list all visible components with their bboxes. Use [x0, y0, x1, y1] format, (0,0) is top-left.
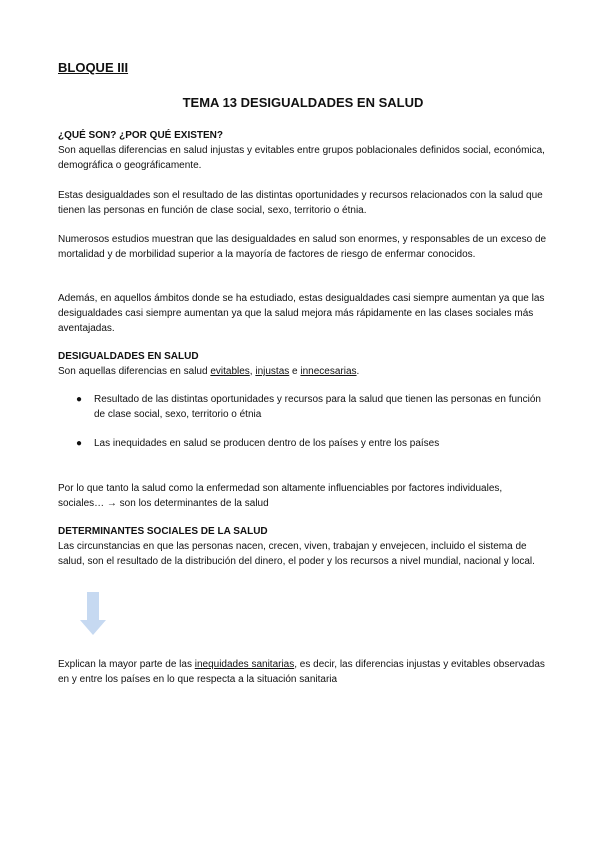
- list-item: [58, 436, 548, 451]
- bullet-list-block-1: [58, 392, 548, 422]
- section-heading-desigualdades: DESIGUALDADES EN SALUD: [58, 351, 199, 362]
- bullet-list: [58, 392, 548, 422]
- bullet-list-block-2: [58, 436, 548, 451]
- intro-text: Son aquellas diferencias en salud: [58, 366, 211, 377]
- bloque-heading: BLOQUE III: [58, 60, 129, 75]
- paragraph-ademas-block: [58, 291, 548, 336]
- list-item-text: Resultado de las distintas oportunidades y recursos para la salud que tienen las personas en función de clase social, sexo, territorio o étnia: [94, 394, 541, 420]
- section-heading-que-son: ¿QUÉ SON? ¿POR QUÉ EXISTEN?: [58, 130, 224, 141]
- explican-rest: , es decir, las diferencias injustas y evitables observadas en y entre los países en lo que respecta a la situación sanitaria: [58, 659, 545, 685]
- period: .: [356, 366, 360, 377]
- section-determinantes: [58, 524, 548, 569]
- paragraph-resultado: Estas desigualdades son el resultado de las distintas oportunidades y recursos relacionados con la salud que tienen las personas en función de clase social, sexo, territorio o étnia.: [58, 190, 543, 216]
- paragraph-estudios: Numerosos estudios muestran que las desigualdades en salud son enormes, y responsables de un exceso de mortalidad y de morbilidad superior a la mayoría de factores de riesgo de enfermar conocidos.: [58, 234, 547, 260]
- paragraph-determinantes-intro-block: [58, 481, 548, 511]
- bullet-list: [58, 436, 548, 451]
- paragraph-explican-block: [58, 657, 548, 687]
- list-item: [58, 392, 548, 422]
- paragraph-explican: [58, 657, 548, 687]
- bullet-icon: ●: [76, 438, 83, 449]
- term-injustas: injustas: [255, 366, 290, 377]
- explican-text: Explican la mayor parte de las: [58, 659, 195, 670]
- section-heading-determinantes: DETERMINANTES SOCIALES DE LA SALUD: [58, 526, 268, 537]
- term-evitables: evitables: [210, 366, 250, 377]
- term-innecesarias: innecesarias: [300, 366, 357, 377]
- paragraph-resultado-block: [58, 188, 548, 218]
- paragraph-ademas: Además, en aquellos ámbitos donde se ha estudiado, estas desigualdades casi siempre aumentan ya que las desigualdades casi siempre aumentan ya que la salud mejora más rápidamente en las clases sociales más aventajadas.: [58, 293, 545, 334]
- term-inequidades-sanitarias: inequidades sanitarias: [194, 659, 295, 670]
- section-que-son: [58, 128, 548, 173]
- paragraph-definicion: Son aquellas diferencias en salud injustas y evitables entre grupos poblacionales definidos social, económica, demográfica o geográficamente.: [58, 145, 545, 171]
- paragraph-estudios-block: [58, 232, 548, 262]
- section-desigualdades: [58, 349, 548, 379]
- separator: ,: [249, 366, 256, 377]
- paragraph-circunstancias: Las circunstancias en que las personas nacen, crecen, viven, trabajan y envejecen, incluido el sistema de salud, son el resultado de la distribución del dinero, el poder y los recursos a nivel mundial, nacional y local.: [58, 541, 535, 567]
- page-title: TEMA 13 DESIGUALDADES EN SALUD: [182, 95, 424, 110]
- paragraph-determinantes-intro: Por lo que tanto la salud como la enfermedad son altamente influenciables por factores individuales, sociales… → son los determinantes de la salud: [58, 483, 503, 509]
- separator: e: [289, 366, 301, 377]
- paragraph-desigualdades-intro: [58, 364, 548, 379]
- arrow-down-icon: [80, 592, 106, 635]
- bullet-icon: ●: [76, 394, 83, 405]
- list-item-text: Las inequidades en salud se producen dentro de los países y entre los países: [94, 438, 440, 449]
